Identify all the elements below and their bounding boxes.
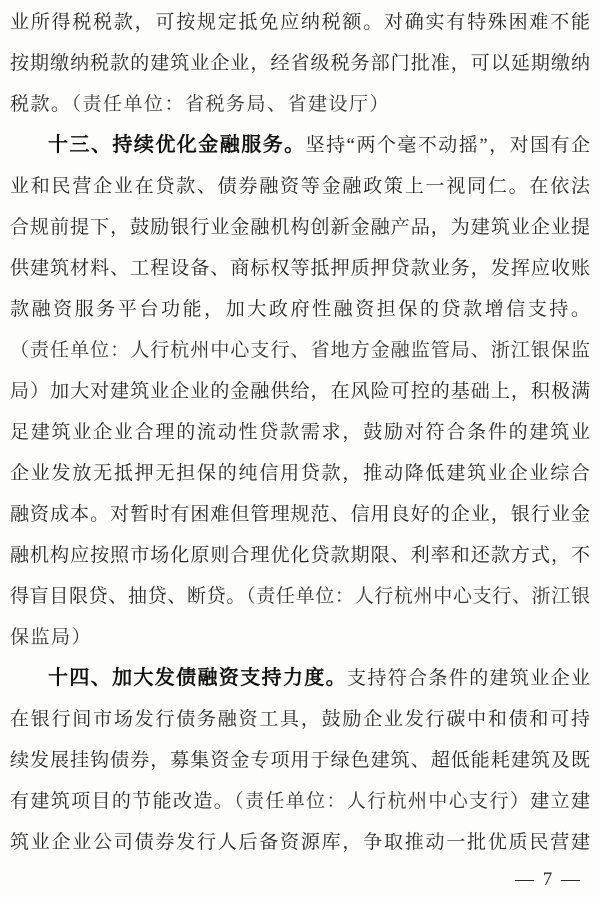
body-text: 筑业企业公司债券发行人后备资源库，争取推动一批优质民营建 [10, 832, 590, 853]
text-line [10, 330, 590, 371]
body-text: 融机构应按照市场化原则合理优化贷款期限、利率和还款方式，不 [10, 545, 590, 566]
document-body [10, 2, 590, 863]
text-line [10, 453, 590, 494]
section-heading-13: 十三、持续优化金融服务。 [48, 134, 306, 156]
text-line [10, 371, 590, 412]
text-line [10, 699, 590, 740]
body-text: 有建筑项目的节能改造。 [10, 791, 235, 812]
text-line [10, 576, 590, 617]
body-text: 融资成本。对暂时有困难但管理规范、信用良好的企业，银行业金 [10, 504, 590, 525]
text-line [10, 412, 590, 453]
text-line [10, 43, 590, 84]
body-text: 建立建 [530, 791, 590, 812]
text-line [10, 822, 590, 863]
body-text: 足建筑业企业合理的流动性贷款需求，鼓励对符合条件的建筑业 [10, 422, 590, 443]
responsibility-unit-note: 保监局） [10, 627, 93, 648]
body-text: 在银行间市场发行债务融资工具，鼓励企业发行碳中和债和可持 [10, 709, 590, 730]
body-text: 加大对建筑业企业的金融供给，在风险可控的基础上，积极满 [50, 381, 590, 402]
body-text: 供建筑材料、工程设备、商标权等抵押质押贷款业务，发挥应收账 [10, 258, 590, 279]
text-line [10, 2, 590, 43]
responsibility-unit-note: 局） [10, 381, 51, 402]
text-line [10, 781, 590, 822]
body-text: 坚持“两个毫不动摇”，对国有企 [305, 135, 590, 156]
text-line [10, 740, 590, 781]
body-text: 按期缴纳税款的建筑业企业，经省级税务部门批准，可以延期缴纳 [10, 53, 590, 74]
body-text: 款融资服务平台功能，加大政府性融资担保的贷款增信支持。 [10, 299, 590, 320]
text-line [10, 535, 590, 576]
section-heading-14: 十四、加大发债融资支持力度。 [48, 667, 348, 689]
text-line [10, 166, 590, 207]
page-number: — 7 — [515, 869, 582, 890]
text-line [10, 494, 590, 535]
text-line [10, 84, 590, 125]
text-line [10, 289, 590, 330]
text-line [10, 658, 590, 699]
responsibility-unit-note: （责任单位：人行杭州中心支行） [234, 791, 531, 812]
text-line [10, 125, 590, 166]
body-text: 企业发放无抵押无担保的纯信用贷款，推动降低建筑业企业综合 [10, 463, 590, 484]
body-text: 税款。 [10, 94, 72, 115]
responsibility-unit-note: （责任单位：省税务局、省建设厅） [71, 94, 391, 115]
text-line [10, 617, 590, 658]
body-text: 得盲目限贷、抽贷、断贷。 [10, 586, 247, 607]
responsibility-unit-note: （责任单位：人行杭州中心支行、省地方金融监管局、浙江银保监 [10, 340, 590, 361]
body-text: 支持符合条件的建筑业企业 [347, 668, 590, 689]
text-line [10, 248, 590, 289]
text-line [10, 207, 590, 248]
responsibility-unit-note: （责任单位：人行杭州中心支行、浙江银 [246, 586, 590, 607]
body-text: 续发展挂钩债券，募集资金专项用于绿色建筑、超低能耗建筑及既 [10, 750, 590, 771]
body-text: 业所得税税款，可按规定抵免应纳税额。对确实有特殊困难不能 [10, 12, 590, 33]
body-text: 业和民营企业在贷款、债券融资等金融政策上一视同仁。在依法 [10, 176, 590, 197]
body-text: 合规前提下，鼓励银行业金融机构创新金融产品，为建筑业企业提 [10, 217, 590, 238]
